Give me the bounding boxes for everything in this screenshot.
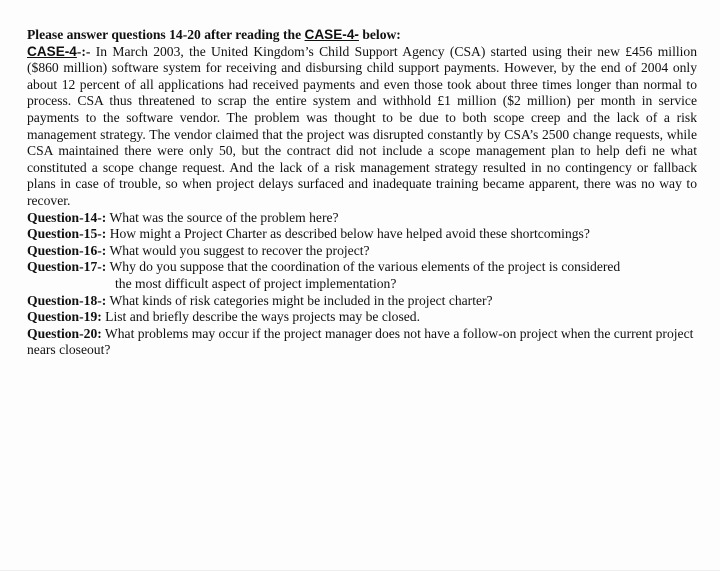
question-text: How might a Project Charter as described below have helped avoid these shortcomings? <box>106 226 590 242</box>
heading-prefix: Please answer questions 14-20 after reading the <box>27 27 305 42</box>
heading-suffix: below: <box>358 27 401 42</box>
question-label: Question-16-: <box>27 242 107 258</box>
question-text: What was the source of the problem here? <box>106 209 339 225</box>
document-content <box>27 27 697 359</box>
question-text: Why do you suppose that the coordination of the various elements of the project is considered <box>106 259 621 275</box>
question-17 <box>27 259 697 292</box>
question-label: Question-14-: <box>27 209 107 225</box>
question-label: Question-18-: <box>27 292 107 308</box>
question-19 <box>27 309 697 326</box>
instructions-heading <box>27 27 697 44</box>
question-continuation: the most difficult aspect of project implementation? <box>115 275 397 291</box>
heading-case-ref: CASE-4- <box>304 27 359 42</box>
question-text: List and briefly describe the ways projects may be closed. <box>101 309 420 325</box>
question-label: Question-20: <box>27 325 102 341</box>
question-20 <box>27 326 697 359</box>
question-14 <box>27 210 697 227</box>
question-15 <box>27 226 697 243</box>
question-label: Question-15-: <box>27 226 107 242</box>
case-label: CASE-4 <box>27 43 77 59</box>
question-18 <box>27 293 697 310</box>
question-label: Question-17-: <box>27 259 107 275</box>
question-text: What kinds of risk categories might be included in the project charter? <box>106 292 493 308</box>
case-separator: -:- <box>76 43 91 59</box>
question-text: What problems may occur if the project manager does not have a follow-on project when the current project nears closeout? <box>27 325 694 358</box>
question-16 <box>27 243 697 260</box>
case-paragraph <box>27 44 697 210</box>
question-label: Question-19: <box>27 309 102 325</box>
case-text: In March 2003, the United Kingdom’s Child Support Agency (CSA) started using their new £456 million ($860 million) software system for receiving and disbursing child support payments. However, by the end of 2004 only about 12 percent of all applications had received payments and even those took about three times longer than normal to process. CSA thus threatened to scrap the entire system and withhold £1 million ($2 million) per month in service payments to the software vendor. The problem was thought to be due to both scope creep and the lack of a risk management strategy. The vendor claimed that the project was disrupted constantly by CSA’s 2500 change requests, while CSA maintained there were only 50, but the contract did not include a scope management plan to help defi ne what constituted a scope change request. And the lack of a risk management strategy resulted in no contingency or fallback plans in case of trouble, so when project delays surfaced and inadequate training became apparent, there was no way to recover. <box>27 43 697 208</box>
question-text: What would you suggest to recover the project? <box>106 242 370 258</box>
